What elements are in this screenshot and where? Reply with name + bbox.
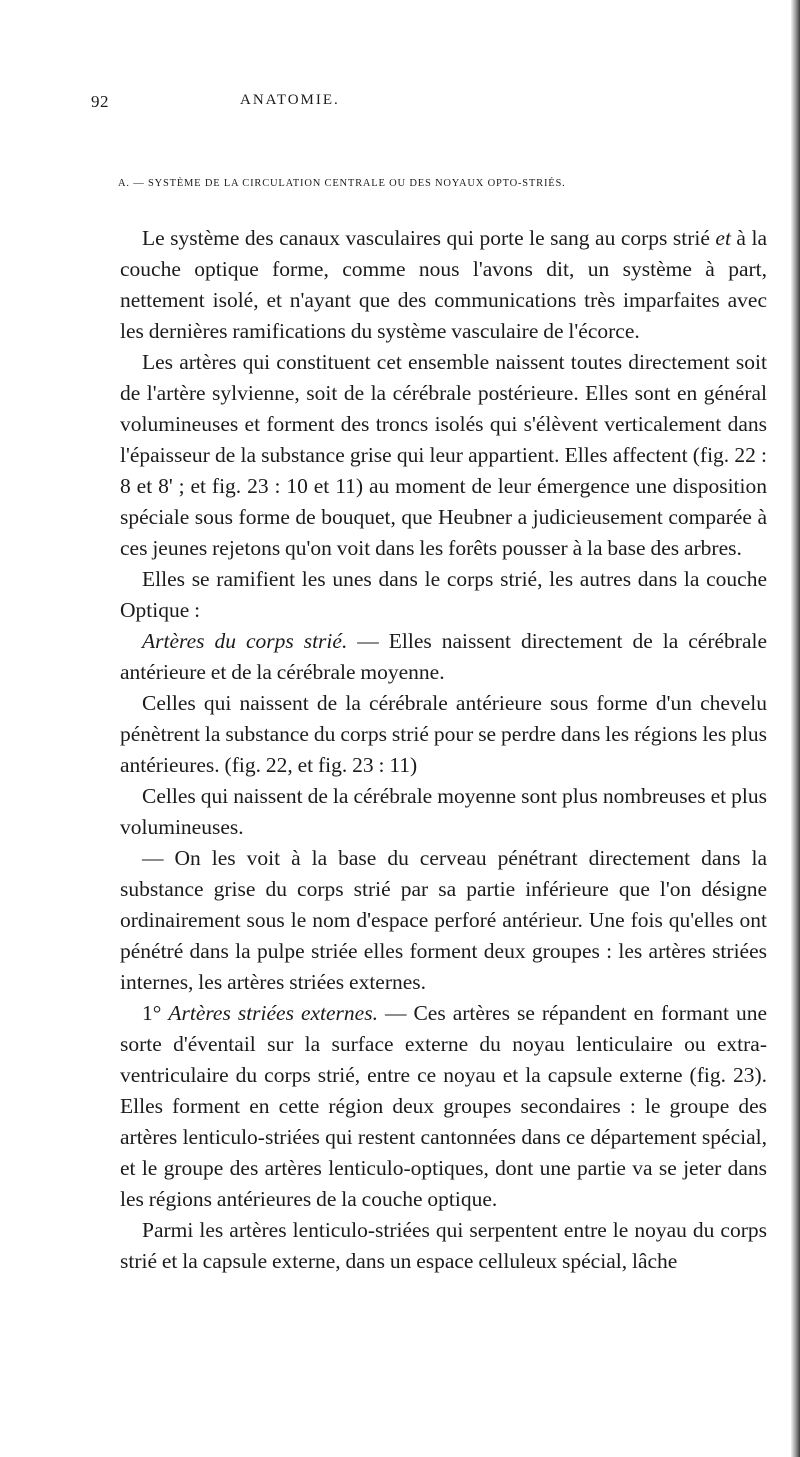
paragraph: Parmi les artères lenticulo-striées qui serpentent entre le noyau du corps strié et la capsule externe, dans un espace celluleux spécial, lâche xyxy=(120,1218,767,1273)
running-title: ANATOMIE. xyxy=(240,92,340,108)
paragraph: Le système des canaux vasculaires qui porte le sang au corps strié et à la couche optique forme, comme nous l'avons dit, un système à part, nettement isolé, et n'ayant que des communications très imparfaites avec les dernières ramifications du système vasculaire de l'écorce. xyxy=(120,226,767,343)
italic-term: et xyxy=(715,226,731,250)
paragraph: Elles se ramifient les unes dans le corps strié, les autres dans la couche Optique : xyxy=(120,567,767,622)
running-header xyxy=(0,92,800,112)
paragraph: Les artères qui constituent cet ensemble naissent toutes directement soit de l'artère sylvienne, soit de la cérébrale postérieure. Elles sont en général volumineuses et forment des troncs isolés qui s'élèvent verticalement dans l'épaisseur de la substance grise qui leur appartient. Elles affectent (fig. 22 : 8 et 8' ; et fig. 23 : 10 et 11) au moment de leur émergence une disposition spéciale sous forme de bouquet, que Heubner a judicieusement comparée à ces jeunes rejetons qu'on voit dans les forêts pousser à la base des arbres. xyxy=(120,350,767,560)
page-number: 92 xyxy=(91,92,109,111)
body-text xyxy=(120,223,767,1277)
paragraph: Celles qui naissent de la cérébrale antérieure sous forme d'un chevelu pénètrent la substance du corps strié pour se perdre dans les régions les plus antérieures. (fig. 22, et fig. 23 : 11) xyxy=(120,691,767,777)
subsection-title: Artères du corps strié. xyxy=(142,629,348,653)
paragraph: Celles qui naissent de la cérébrale moyenne sont plus nombreuses et plus volumineuses. xyxy=(120,784,767,839)
paragraph: 1° Artères striées externes. — Ces artères se répandent en formant une sorte d'éventail sur la surface externe du noyau lenticulaire ou extra-ventriculaire du corps strié, entre ce noyau et la capsule externe (fig. 23). Elles forment en cette région deux groupes secondaires : le groupe des artères lenticulo-striées qui restent cantonnées dans ce département spécial, et le groupe des artères lenticulo-optiques, dont une partie va se jeter dans les régions antérieures de la couche optique. xyxy=(120,1001,767,1211)
paragraph: Artères du corps strié. — Elles naissent directement de la cérébrale antérieure et de la cérébrale moyenne. xyxy=(120,629,768,684)
subsection-title: Artères striées externes. xyxy=(168,1001,378,1025)
paragraph: — On les voit à la base du cerveau pénétrant directement dans la substance grise du corps strié par sa partie inférieure que l'on désigne ordinairement sous le nom d'espace perforé antérieur. Une fois qu'elles ont pénétré dans la pulpe striée elles forment deux groupes : les artères striées internes, les artères striées externes. xyxy=(120,846,767,994)
section-heading: A. — SYSTÈME DE LA CIRCULATION CENTRALE OU DES NOYAUX OPTO-STRIÉS. xyxy=(118,178,566,189)
page-edge-shadow xyxy=(791,0,800,1457)
